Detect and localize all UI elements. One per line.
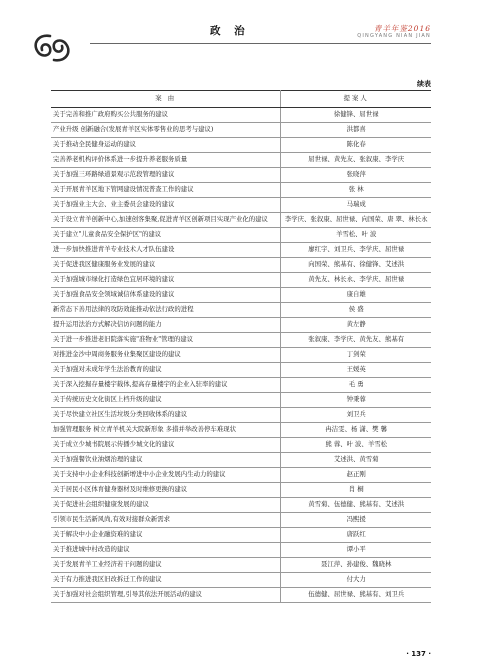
- proposal-subject-cell: 关于促进社会组织健康发展的建议: [51, 498, 281, 513]
- proposer-cell: 钟秉蓉: [281, 393, 431, 408]
- proposal-subject-cell: 关于传统历史文化街区上档升级的建议: [51, 393, 281, 408]
- proposal-subject-cell: 关于有力推进我区旧改拆迁工作的建议: [51, 573, 281, 588]
- proposal-subject-cell: 关于成立少城书院展示传播少城文化的建议: [51, 438, 281, 453]
- proposer-cell: 谭小平: [281, 543, 431, 558]
- proposal-subject-cell: 引领市民生活新风尚,有效对接群众新需求: [51, 513, 281, 528]
- table-row: [51, 303, 431, 318]
- proposer-cell: 付大力: [281, 573, 431, 588]
- table-row: [51, 288, 431, 303]
- proposal-subject-cell: 关于完善和推广政府购买公共服务的建议: [51, 108, 281, 123]
- table-row: [51, 138, 431, 153]
- table-row: [51, 318, 431, 333]
- proposal-subject-cell: 关于加强城市绿化打造绿色宜居环境的建议: [51, 273, 281, 288]
- proposal-subject-cell: 关于解决中小企业融资难的建议: [51, 528, 281, 543]
- table-body: [51, 108, 431, 603]
- proposal-subject-cell: 新常态下善用法律的攻防效能推动依法行政的进程: [51, 303, 281, 318]
- proposal-subject-cell: 进一步加快推进青羊专业技术人才队伍建设: [51, 243, 281, 258]
- yearbook-subtitle: QINGYANG NIAN JIAN: [357, 33, 431, 39]
- proposal-subject-cell: 关于推进城中村改造的建议: [51, 543, 281, 558]
- proposal-subject-cell: 对推进金沙中周商务服务业集聚区建设的建议: [51, 348, 281, 363]
- proposal-subject-cell: 完善养老机构评价体系进一步提升养老服务质量: [51, 153, 281, 168]
- proposer-cell: 黄左静: [281, 318, 431, 333]
- proposal-subject-cell: 关于开展青羊区地下管网建设情况普查工作的建议: [51, 183, 281, 198]
- table-row: [51, 558, 431, 573]
- proposer-cell: 徐健锋、屈世禄: [281, 108, 431, 123]
- proposer-cell: 张叙康、李学庆、黄先友、熊基有: [281, 333, 431, 348]
- proposer-cell: 羊雪松、叶 波: [281, 228, 431, 243]
- proposer-cell: 陈化春: [281, 138, 431, 153]
- proposal-subject-cell: 关于尽快建立社区生活垃圾分类回收体系的建议: [51, 408, 281, 423]
- proposal-subject-cell: 关于加强餐饮业油烟治理的建议: [51, 453, 281, 468]
- table-row: [51, 243, 431, 258]
- table-row: [51, 453, 431, 468]
- proposer-cell: 熊 蓉、叶 波、羊雪松: [281, 438, 431, 453]
- proposer-cell: 丁剑荣: [281, 348, 431, 363]
- proposer-cell: 侯 盛: [281, 303, 431, 318]
- proposer-cell: 毛 勇: [281, 378, 431, 393]
- page-number: · 137 ·: [406, 650, 431, 658]
- table-row: [51, 198, 431, 213]
- table-row: [51, 408, 431, 423]
- yearbook-logo-icon: [30, 30, 74, 66]
- proposal-subject-cell: 关于推动全民健身运动的建议: [51, 138, 281, 153]
- table-row: [51, 543, 431, 558]
- proposer-cell: 康自雄: [281, 288, 431, 303]
- proposal-subject-cell: 关于设立青羊创新中心,加速创客集聚,促进青羊区创新项目实现产业化的建议: [51, 213, 281, 228]
- proposal-subject-cell: 关于发展青羊工业经济若干问题的建议: [51, 558, 281, 573]
- proposer-cell: 肖 桐: [281, 483, 431, 498]
- table-row: [51, 588, 431, 603]
- table-row: [51, 513, 431, 528]
- table-row: [51, 498, 431, 513]
- table-row: [51, 183, 431, 198]
- header-rule: [90, 43, 431, 44]
- table-row: [51, 258, 431, 273]
- column-header-proposer: 提案人: [281, 91, 431, 108]
- proposer-cell: 赵正刚: [281, 468, 431, 483]
- proposals-table: [51, 90, 431, 603]
- proposer-cell: 洪都喜: [281, 123, 431, 138]
- proposal-subject-cell: 关于深入挖掘存量楼宇载体,提高存量楼宇的企业入驻率的建议: [51, 378, 281, 393]
- proposal-subject-cell: 关于建立"儿童食品安全保护区"的建议: [51, 228, 281, 243]
- proposal-subject-cell: 关于加强对社会组织管理,引导其依法开展活动的建议: [51, 588, 281, 603]
- proposer-cell: 冉洁雯、杨 潇、樊 馨: [281, 423, 431, 438]
- proposer-cell: 向国荣、熊基有、徐健锋、艾述洪: [281, 258, 431, 273]
- proposal-subject-cell: 关于加强对未成年学生法治教育的建议: [51, 363, 281, 378]
- proposer-cell: 黄先友、林长永、李学庆、屈世禄: [281, 273, 431, 288]
- proposer-cell: 刘卫兵: [281, 408, 431, 423]
- table-row: [51, 438, 431, 453]
- table-row: [51, 528, 431, 543]
- proposer-cell: 廖红宇、刘卫兵、李学庆、屈世禄: [281, 243, 431, 258]
- table-row: [51, 108, 431, 123]
- proposal-subject-cell: 关于加强业主大会、业主委员会建设的建议: [51, 198, 281, 213]
- table-row: [51, 468, 431, 483]
- table-row: [51, 378, 431, 393]
- proposer-cell: 黄雪菊、伍德健、熊基有、艾述洪: [281, 498, 431, 513]
- table-row: [51, 123, 431, 138]
- table-row: [51, 393, 431, 408]
- table-row: [51, 348, 431, 363]
- proposal-subject-cell: 关于加强食品安全领域诚信体系建设的建议: [51, 288, 281, 303]
- table-row: [51, 363, 431, 378]
- table-row: [51, 213, 431, 228]
- continued-label: 续表: [417, 79, 431, 88]
- proposer-cell: 王媛英: [281, 363, 431, 378]
- proposal-subject-cell: 关于进一步推进老旧院落实施"准物业"管理的建议: [51, 333, 281, 348]
- proposer-cell: 伍德健、屈世禄、熊基有、刘卫兵: [281, 588, 431, 603]
- proposal-subject-cell: 关于加强三环路绿道景观示范段管理的建议: [51, 168, 281, 183]
- yearbook-title: 青羊年鉴2016: [373, 24, 431, 33]
- proposer-cell: 张晓萍: [281, 168, 431, 183]
- table-row: [51, 573, 431, 588]
- proposer-cell: 唐跃红: [281, 528, 431, 543]
- table-row: [51, 483, 431, 498]
- table-row: [51, 228, 431, 243]
- proposal-subject-cell: 关于支持中小企业科技创新增进中小企业发展内生动力的建议: [51, 468, 281, 483]
- proposer-cell: 李学庆、张叙康、屈世禄、向国荣、唐 翠、林长永: [281, 213, 431, 228]
- proposal-subject-cell: 关于促进我区健康服务业发展的建议: [51, 258, 281, 273]
- proposer-cell: 聂江萍、孙建俊、魏晓林: [281, 558, 431, 573]
- proposal-subject-cell: 产业升级 创新融合(发展青羊区实体零售业的思考与建议): [51, 123, 281, 138]
- table-row: [51, 273, 431, 288]
- proposer-cell: 马瑞成: [281, 198, 431, 213]
- proposal-subject-cell: 加强管理服务 树立青羊机关大院新形象 多措并举改善停车难现状: [51, 423, 281, 438]
- proposer-cell: 冯熙援: [281, 513, 431, 528]
- proposer-cell: 艾述洪、黄雪菊: [281, 453, 431, 468]
- table-row: [51, 153, 431, 168]
- proposal-subject-cell: 提升运用法治方式解决信访问题的能力: [51, 318, 281, 333]
- table-row: [51, 333, 431, 348]
- proposal-subject-cell: 关于居民小区体育健身器材及时维修更换的建议: [51, 483, 281, 498]
- proposer-cell: 屈世禄、黄先友、张叙康、李学庆: [281, 153, 431, 168]
- table-header-row: [51, 91, 431, 108]
- proposer-cell: 张 林: [281, 183, 431, 198]
- section-title: 政 治: [210, 25, 250, 37]
- table-row: [51, 168, 431, 183]
- table-row: [51, 423, 431, 438]
- column-header-subject: 案 由: [51, 91, 281, 108]
